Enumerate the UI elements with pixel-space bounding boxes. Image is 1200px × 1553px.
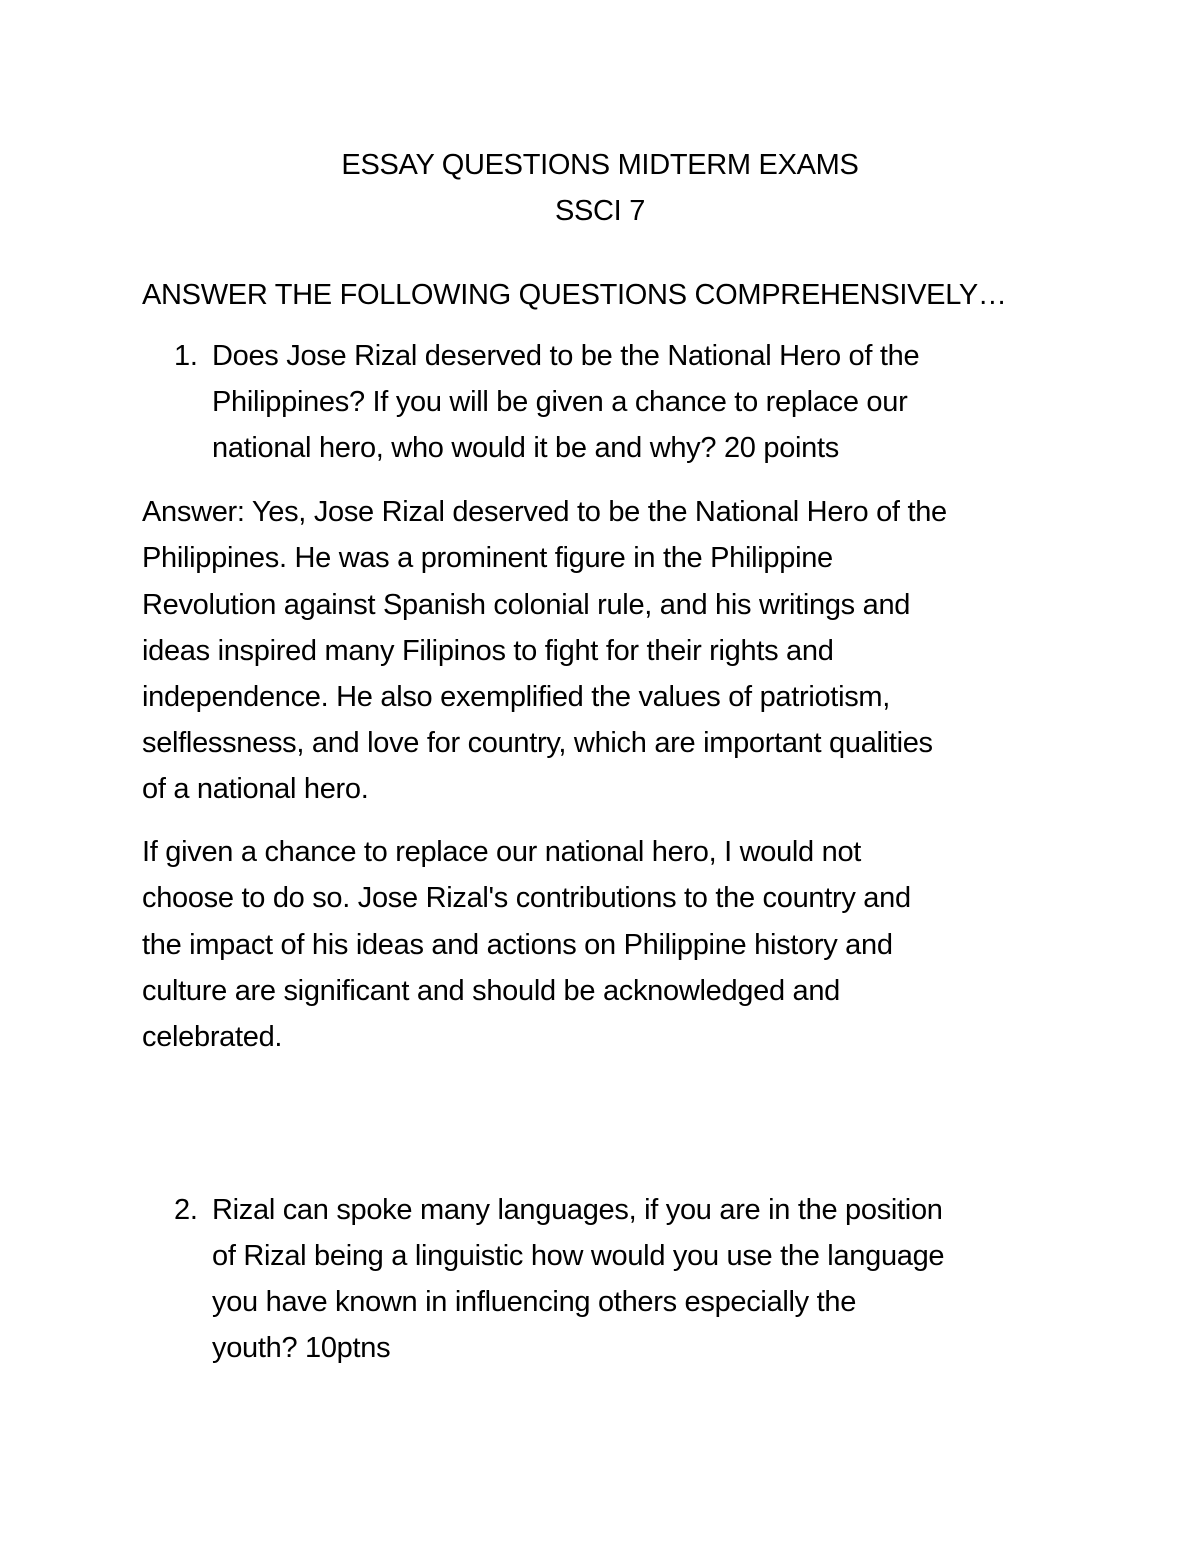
answer-1-paragraph-1-line: ideas inspired many Filipinos to fight for their rights and: [142, 635, 834, 667]
answer-1-paragraph-1-line: of a national hero.: [142, 773, 369, 805]
answer-1-paragraph-2-line: celebrated.: [142, 1021, 283, 1053]
document-subtitle: SSCI 7: [554, 195, 646, 227]
answer-1-paragraph-2-line: If given a chance to replace our national hero, I would not: [142, 836, 862, 868]
question-2-line: Rizal can spoke many languages, if you are in the position: [212, 1194, 943, 1226]
instruction-text: ANSWER THE FOLLOWING QUESTIONS COMPREHENSIVELY…: [142, 279, 1007, 311]
question-2-number: 2.: [174, 1194, 198, 1226]
question-1-number: 1.: [174, 340, 198, 372]
document-title: ESSAY QUESTIONS MIDTERM EXAMS: [341, 149, 859, 181]
answer-1-paragraph-2-line: the impact of his ideas and actions on Philippine history and: [142, 929, 893, 961]
answer-1-paragraph-2-line: choose to do so. Jose Rizal's contributions to the country and: [142, 882, 911, 914]
answer-1-paragraph-1-line: independence. He also exemplified the values of patriotism,: [142, 681, 891, 713]
answer-1-paragraph-1-line: Revolution against Spanish colonial rule, and his writings and: [142, 589, 911, 621]
question-1-line: national hero, who would it be and why? 20 points: [212, 432, 839, 464]
question-1-line: Does Jose Rizal deserved to be the National Hero of the: [212, 340, 920, 372]
answer-1-paragraph-1-line: Answer: Yes, Jose Rizal deserved to be the National Hero of the: [142, 496, 947, 528]
question-2-line: you have known in influencing others especially the: [212, 1286, 857, 1318]
question-2-line: youth? 10ptns: [212, 1332, 391, 1364]
question-2-line: of Rizal being a linguistic how would you use the language: [212, 1240, 945, 1272]
question-1-line: Philippines? If you will be given a chance to replace our: [212, 386, 908, 418]
answer-1-paragraph-1-line: Philippines. He was a prominent figure in the Philippine: [142, 542, 833, 574]
answer-1-paragraph-1-line: selflessness, and love for country, which are important qualities: [142, 727, 933, 759]
answer-1-paragraph-2-line: culture are significant and should be acknowledged and: [142, 975, 841, 1007]
